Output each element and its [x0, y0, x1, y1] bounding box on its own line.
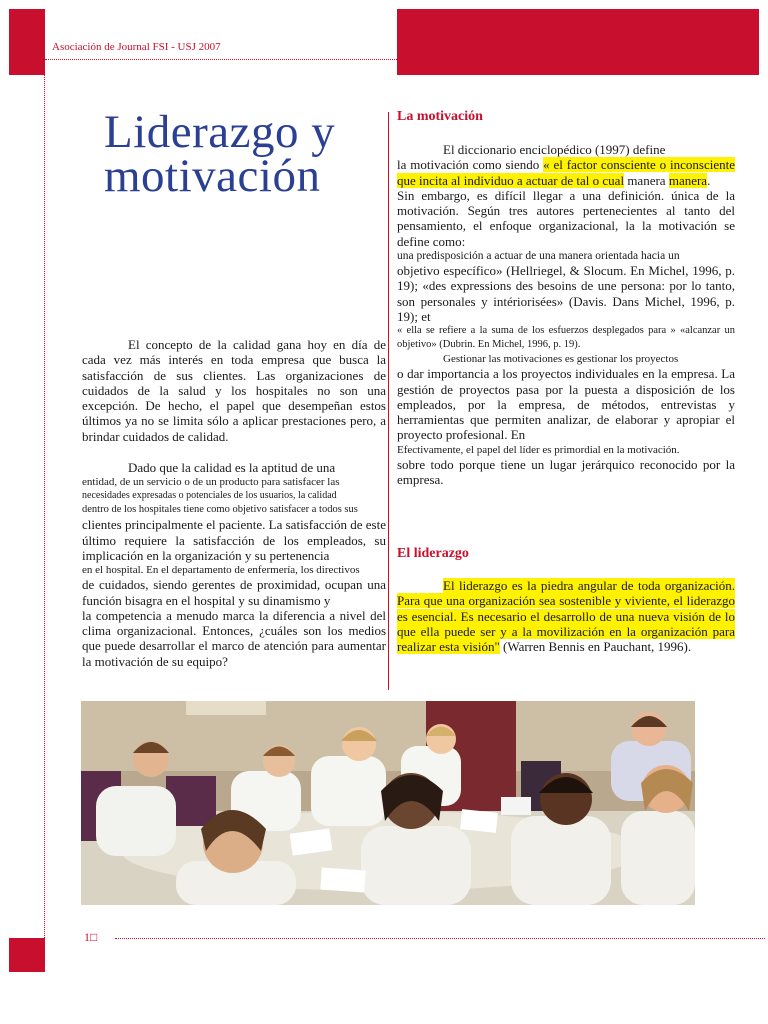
title-line-1: Liderazgo y — [104, 106, 336, 158]
heading-leadership: El liderazgo — [397, 546, 469, 561]
photo-illustration — [81, 701, 695, 905]
paragraph-quality-def-2: entidad, de un servicio o de un producto para satisfacer las — [82, 476, 340, 489]
paragraph-quality-def-3: necesidades expresadas o potenciales de los usuarios, la calidad — [82, 490, 337, 502]
motivation-hierarchy: sobre todo porque tiene un lugar jerárquico reconocido por la empresa. — [397, 456, 735, 488]
heading-motivation: La motivación — [397, 109, 483, 124]
motivation-projects-2: o dar importancia a los proyectos individuales en la empresa. La gestión de proyectos pasa por la puesta a disposición de los empleados, por la empresa, de métodos, entrevistas y herramientas que permiten analizar, de elaborar y apropiar el proyecto profesional. En — [397, 366, 735, 443]
left-column — [82, 337, 386, 669]
title-line-2: motivación — [104, 150, 321, 202]
motivation-def-post: manera — [627, 172, 666, 188]
journal-header: Asociación de Journal FSI - USJ 2007 — [52, 41, 221, 53]
nurses-meeting-photo — [81, 701, 695, 905]
footer-rule — [115, 938, 765, 939]
article-title — [104, 106, 336, 202]
motivation-predisposition: una predisposición a actuar de una manera orientada hacia un — [397, 250, 680, 263]
motivation-quote-highlight-2: manera — [668, 172, 708, 188]
motivation-def-pre: la motivación como siendo — [397, 157, 540, 173]
motivation-quote-highlight: « el factor consciente o inconsciente que incita al individuo a actuar de tal o cual — [397, 157, 735, 188]
motivation-projects-1: Gestionar las motivaciones es gestionar los proyectos — [443, 353, 679, 366]
motivation-leader-role: Efectivamente, el papel del líder es primordial en la motivación. — [397, 443, 680, 456]
motivation-authors: objetivo específico» (Hellriegel, & Slocum. En Michel, 1996, p. 19); «des expressions des besoins de une persona: por lo tanto, son personales y intériorisées» (Davis. Dans Michel, 1996, p. 19); et — [397, 263, 735, 324]
paragraph-quality-def-5: clientes principalmente el paciente. La satisfacción de este último requiere la satisfacción de los empleados, su implicación en la organización y su pertenencia — [82, 517, 386, 563]
paragraph-quality-def-7: de cuidados, siendo gerentes de proximidad, ocupan una función bisagra en el hospital y su dinamismo y — [82, 577, 386, 608]
paragraph-quality-intro: El concepto de la calidad gana hoy en día de cada vez más interés en toda empresa que busca la satisfacción de sus clientes. Las organizaciones de cuidados de la salud y los hospitales no son una excepción. De hecho, el papel que desempeñan estos últimos ya no se limita sólo a aplicar prestaciones pero, a brindar cuidados de calidad. — [82, 337, 386, 444]
top-right-red-block — [397, 9, 759, 75]
leadership-paragraph — [397, 578, 735, 654]
motivation-definition — [397, 157, 735, 188]
header-rule — [45, 59, 397, 60]
leadership-quote-highlight: El liderazgo es la piedra angular de toda organización. Para que una organización sea sostenible y viviente, el liderazgo es esencial. Es necesario el desarrollo de una nueva visión de lo que ella puede ser y a la movilización en la organización para realizar esta visión" — [397, 578, 735, 655]
paragraph-quality-def-6: en el hospital. En el departamento de enfermería, los directivos — [82, 564, 360, 577]
bottom-left-red-block — [9, 938, 45, 972]
left-margin-rule — [44, 75, 45, 938]
motivation-difficulty: Sin embargo, es difícil llegar a una definición. única de la motivación. Según tres autores pertenecientes al tanto del pensamiento, el enfoque organizacional, la la motivación se define como: — [397, 187, 735, 249]
page-number: 1□ — [84, 930, 98, 944]
right-column-leadership — [397, 578, 735, 654]
leadership-citation: (Warren Bennis en Pauchant, 1996). — [503, 639, 692, 655]
paragraph-quality-def-8: la competencia a menudo marca la diferencia a nivel del clima organizacional. Entonces, ¿cuáles son los medios que puede desarrollar el marco de atención para aumentar la motivación de su equipo? — [82, 607, 386, 669]
motivation-dubrin: « ella se refiere a la suma de los esfuerzos desplegados para » «alcanzar un objetivo» (Dubrin. En Michel, 1996, p. 19). — [397, 325, 735, 351]
column-divider — [388, 112, 389, 690]
motivation-def-end: . — [707, 172, 711, 188]
top-left-red-block — [9, 9, 45, 75]
paragraph-quality-def-1: Dado que la calidad es la aptitud de una — [128, 460, 336, 476]
right-column-motivation — [397, 142, 735, 487]
motivation-line-1: El diccionario enciclopédico (1997) define — [443, 142, 666, 157]
paragraph-quality-def-4: dentro de los hospitales tiene como objetivo satisfacer a todos sus — [82, 504, 358, 516]
